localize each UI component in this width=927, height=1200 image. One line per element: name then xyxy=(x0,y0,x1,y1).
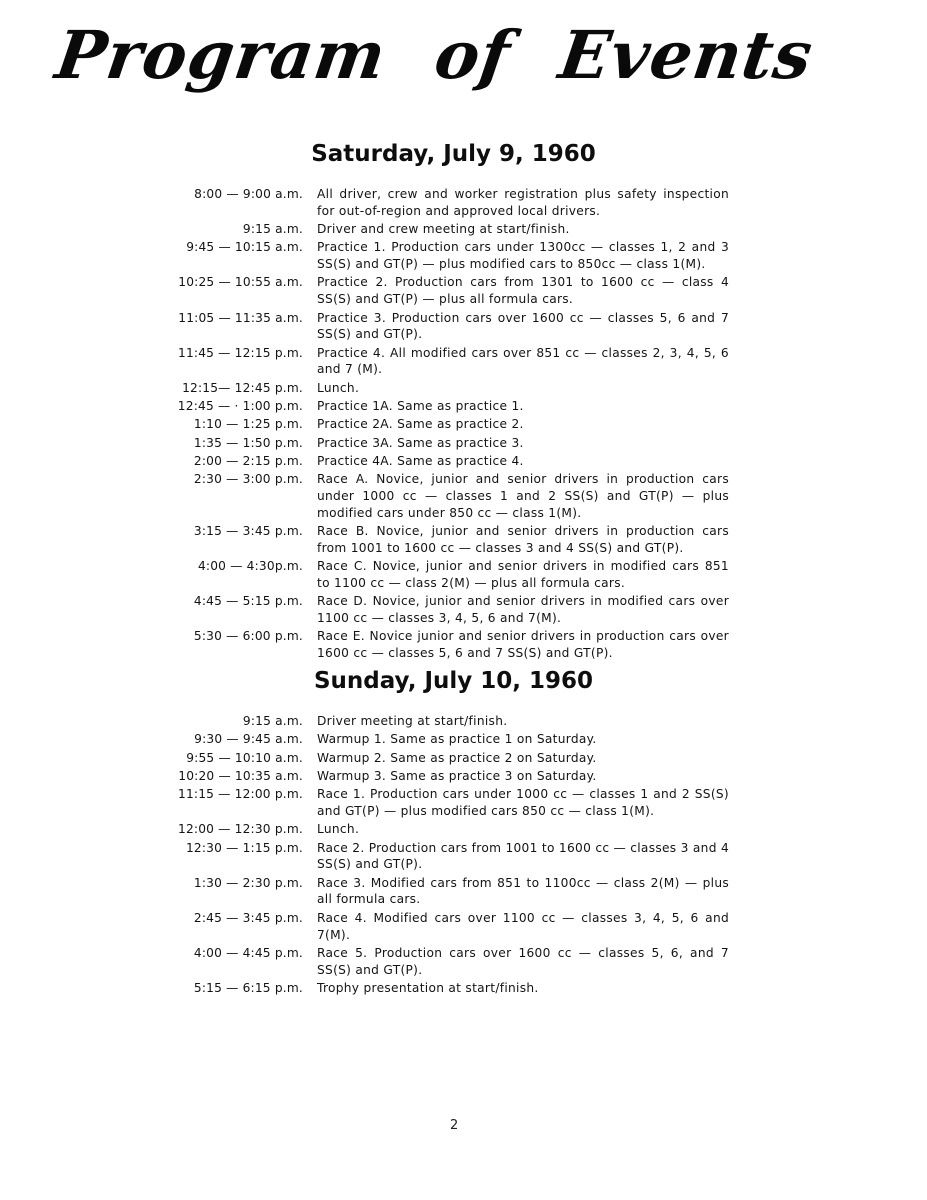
event-row xyxy=(0,453,927,470)
event-time: 2:30 — 3:00 p.m. xyxy=(193,472,303,487)
event-time: 12:15— 12:45 p.m. xyxy=(182,380,303,395)
event-time: 11:15 — 12:00 p.m. xyxy=(177,787,303,802)
event-time: 10:25 — 10:55 a.m. xyxy=(178,275,303,290)
event-description: Practice 1A. Same as practice 1. xyxy=(317,399,524,414)
event-time: 5:15 — 6:15 p.m. xyxy=(193,980,303,995)
page-title: Program of Events xyxy=(51,16,818,94)
event-row xyxy=(0,980,927,997)
event-row xyxy=(0,840,927,874)
event-description: Practice 3. Production cars over 1600 cc — classes 5, 6 and 7 SS(S) and GT(P). xyxy=(317,310,729,342)
event-time: 12:45 — · 1:00 p.m. xyxy=(177,399,303,414)
event-description: Race D. Novice, junior and senior drivers in modified cars over 1100 cc — classes 3, 4, 5, 6 and 7(M). xyxy=(317,594,729,626)
page-number: 2 xyxy=(450,1118,459,1133)
event-time: 4:00 — 4:45 p.m. xyxy=(193,945,303,960)
event-time: 5:30 — 6:00 p.m. xyxy=(193,629,303,644)
event-description: Practice 3A. Same as practice 3. xyxy=(317,435,524,450)
event-description: Driver and crew meeting at start/finish. xyxy=(317,222,570,237)
event-time: 12:30 — 1:15 p.m. xyxy=(185,840,303,855)
event-time: 12:00 — 12:30 p.m. xyxy=(177,822,303,837)
event-row xyxy=(0,821,927,838)
event-time: 1:30 — 2:30 p.m. xyxy=(193,875,303,890)
event-row xyxy=(0,593,927,627)
event-description: Race 1. Production cars under 1000 cc — classes 1 and 2 SS(S) and GT(P) — plus modified cars 850 cc — class 1(M). xyxy=(317,787,729,818)
event-row xyxy=(0,471,927,521)
event-time: 4:00 — 4:30p.m. xyxy=(197,559,303,574)
event-row xyxy=(0,786,927,820)
event-time: 2:00 — 2:15 p.m. xyxy=(193,453,303,468)
event-description: Practice 4. All modified cars over 851 cc — classes 2, 3, 4, 5, 6 and 7 (M). xyxy=(317,345,729,377)
event-time: 11:45 — 12:15 p.m. xyxy=(177,345,303,360)
event-time: 11:05 — 11:35 a.m. xyxy=(178,310,303,325)
event-row xyxy=(0,713,927,730)
event-row xyxy=(0,628,927,662)
event-time: 9:15 a.m. xyxy=(242,222,303,237)
event-description: Race 5. Production cars over 1600 cc — classes 5, 6, and 7 SS(S) and GT(P). xyxy=(317,945,729,977)
event-description: Practice 4A. Same as practice 4. xyxy=(317,453,524,468)
event-row xyxy=(0,345,927,379)
event-description: Trophy presentation at start/finish. xyxy=(317,980,539,995)
event-description: All driver, crew and worker registration plus safety inspection for out-of-region and approved local drivers. xyxy=(317,187,729,218)
sunday-schedule xyxy=(0,713,927,998)
event-row xyxy=(0,416,927,433)
event-row xyxy=(0,768,927,785)
event-description: Race 2. Production cars from 1001 to 1600 cc — classes 3 and 4 SS(S) and GT(P). xyxy=(317,840,729,872)
saturday-schedule xyxy=(0,186,927,664)
event-row xyxy=(0,750,927,767)
event-time: 1:35 — 1:50 p.m. xyxy=(193,435,303,450)
event-description: Race A. Novice, junior and senior drivers in production cars under 1000 cc — classes 1 and 2 SS(S) and GT(P) — plus modified cars under 850 cc — class 1(M). xyxy=(317,472,729,520)
event-description: Practice 1. Production cars under 1300cc — classes 1, 2 and 3 SS(S) and GT(P) — plus modified cars to 850cc — class 1(M). xyxy=(317,240,729,272)
event-row xyxy=(0,523,927,557)
sunday-heading: Sunday, July 10, 1960 xyxy=(313,668,594,694)
event-description: Race B. Novice, junior and senior drivers in production cars from 1001 to 1600 cc — classes 3 and 4 SS(S) and GT(P). xyxy=(317,524,729,555)
event-time: 4:45 — 5:15 p.m. xyxy=(193,594,303,609)
event-time: 3:15 — 3:45 p.m. xyxy=(193,524,303,539)
event-row xyxy=(0,221,927,238)
event-description: Race 3. Modified cars from 851 to 1100cc — class 2(M) — plus all formula cars. xyxy=(317,875,729,907)
event-description: Lunch. xyxy=(317,822,360,837)
event-description: Warmup 1. Same as practice 1 on Saturday. xyxy=(317,732,597,747)
event-row xyxy=(0,435,927,452)
event-row xyxy=(0,731,927,748)
event-description: Practice 2A. Same as practice 2. xyxy=(317,417,524,432)
event-description: Race 4. Modified cars over 1100 cc — classes 3, 4, 5, 6 and 7(M). xyxy=(317,910,729,942)
event-row xyxy=(0,239,927,273)
event-time: 10:20 — 10:35 a.m. xyxy=(178,768,303,783)
event-description: Race E. Novice junior and senior drivers in production cars over 1600 cc — classes 5, 6 and 7 SS(S) and GT(P). xyxy=(317,629,729,661)
event-row xyxy=(0,380,927,397)
event-description: Lunch. xyxy=(317,380,360,395)
event-row xyxy=(0,945,927,979)
event-row xyxy=(0,186,927,220)
saturday-heading: Saturday, July 9, 1960 xyxy=(311,141,596,167)
event-row xyxy=(0,310,927,344)
event-description: Race C. Novice, junior and senior drivers in modified cars 851 to 1100 cc — class 2(M) — plus all formula cars. xyxy=(317,559,729,591)
event-description: Warmup 2. Same as practice 2 on Saturday. xyxy=(317,750,597,765)
event-row xyxy=(0,875,927,909)
event-row xyxy=(0,274,927,308)
event-time: 9:15 a.m. xyxy=(242,714,303,728)
event-time: 9:55 — 10:10 a.m. xyxy=(186,750,303,765)
event-time: 2:45 — 3:45 p.m. xyxy=(193,910,303,925)
event-row xyxy=(0,558,927,592)
event-description: Driver meeting at start/finish. xyxy=(317,714,508,728)
event-time: 8:00 — 9:00 a.m. xyxy=(194,187,303,201)
event-description: Practice 2. Production cars from 1301 to 1600 cc — class 4 SS(S) and GT(P) — plus all formula cars. xyxy=(317,275,729,307)
event-description: Warmup 3. Same as practice 3 on Saturday. xyxy=(317,768,597,783)
event-row xyxy=(0,910,927,944)
event-time: 9:45 — 10:15 a.m. xyxy=(186,240,303,255)
event-time: 9:30 — 9:45 a.m. xyxy=(194,732,303,747)
event-row xyxy=(0,398,927,415)
event-time: 1:10 — 1:25 p.m. xyxy=(193,417,303,432)
